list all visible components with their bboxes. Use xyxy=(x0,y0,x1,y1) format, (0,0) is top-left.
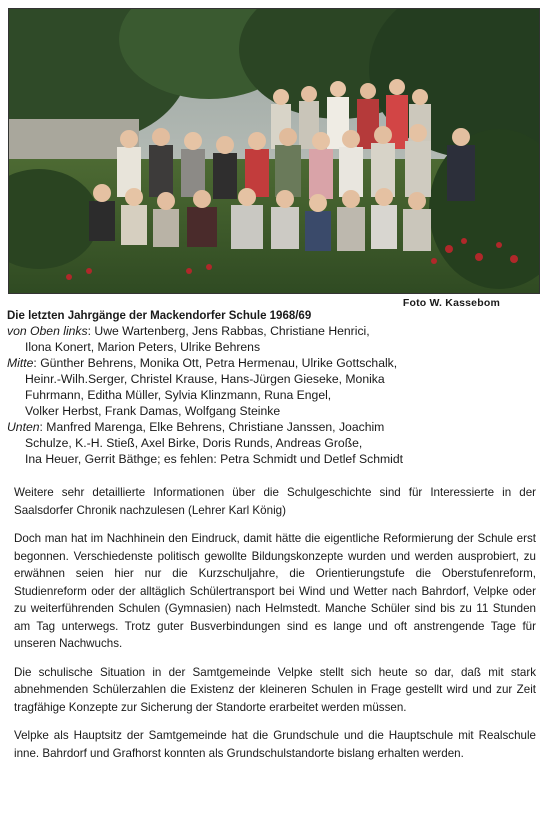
caption-names: : Manfred Marenga, Elke Behrens, Christiane Janssen, Joachim xyxy=(39,420,385,434)
photo-credit: Foto W. Kassebom xyxy=(402,297,500,309)
caption-line: Ilona Konert, Marion Peters, Ulrike Behrens xyxy=(25,340,261,354)
caption-group-middle xyxy=(7,355,547,419)
caption-group-label: Unten xyxy=(7,420,40,434)
paragraph: Velpke als Hauptsitz der Samtgemeinde hat die Grundschule und die Hauptschule mit Realschule inne. Bahrdorf und Grafhorst konnten als Grundschulstandorte bislang erhalten werden. xyxy=(14,729,536,760)
caption-heading: Die letzten Jahrgänge der Mackendorfer Schule 1968/69 xyxy=(7,310,312,322)
caption-group-label: Mitte xyxy=(7,356,34,370)
caption-line: Heinr.-Wilh.Serger, Christel Krause, Hans-Jürgen Gieseke, Monika xyxy=(25,372,385,386)
caption-line: Ina Heuer, Gerrit Bäthge; es fehlen: Petra Schmidt und Detlef Schmidt xyxy=(25,452,404,466)
caption-names: : Günther Behrens, Monika Ott, Petra Hermenau, Ulrike Gottschalk, xyxy=(33,356,398,370)
class-photo xyxy=(8,8,540,294)
caption-line xyxy=(7,323,547,339)
paragraph: Doch man hat im Nachhinein den Eindruck, damit hätte die eigentliche Reformierung der Schule erst begonnen. Verschiedenste politisch gewollte Bildungskonzepte wurden und werden ausprobiert, zu erwähnen seien hier nur die Kurzschuljahre, die Orientierungstufe die Oberstufenreform, Studienreform oder der alltäglich Schülertransport bei Wind und Wetter nach Bahrdorf, Velpke oder zu weiterführenden Schulen (Gymnasien) nach Helmstedt. Manche Schüler sind bis zu 11 Stunden am Tag unterwegs. Trotz guter Busverbindungen sind es lange und oft anstrengende Tage für unseren Nachwuchs. xyxy=(14,532,536,650)
body-text xyxy=(14,484,536,773)
photo-caption xyxy=(7,309,547,467)
caption-line xyxy=(7,355,547,371)
caption-line: Fuhrmann, Editha Müller, Sylvia Klinzmann, Runa Engel, xyxy=(25,388,332,402)
caption-names: : Uwe Wartenberg, Jens Rabbas, Christiane Henrici, xyxy=(87,324,370,338)
paragraph: Die schulische Situation in der Samtgemeinde Velpke stellt sich heute so dar, daß mit stark abnehmenden Schülerzahlen die Existenz der kleineren Schulen in Frage gestellt wird und zur Zeit tragfähige Konzepte zur Sicherung der Standorte erarbeitet werden müssen. xyxy=(14,665,536,714)
caption-group-label: von Oben links xyxy=(7,324,88,338)
paragraph: Weitere sehr detaillierte Informationen über die Schulgeschichte sind für Interessierte in der Saalsdorfer Chronik nachzulesen (Lehrer Karl König) xyxy=(14,486,536,517)
caption-group-bottom xyxy=(7,419,547,467)
caption-line xyxy=(7,419,547,435)
caption-group-top xyxy=(7,323,547,355)
caption-line: Volker Herbst, Frank Damas, Wolfgang Steinke xyxy=(25,404,281,418)
caption-line: Schulze, K.-H. Stieß, Axel Birke, Doris Runds, Andreas Große, xyxy=(25,436,363,450)
class-photo-illustration xyxy=(9,9,540,294)
